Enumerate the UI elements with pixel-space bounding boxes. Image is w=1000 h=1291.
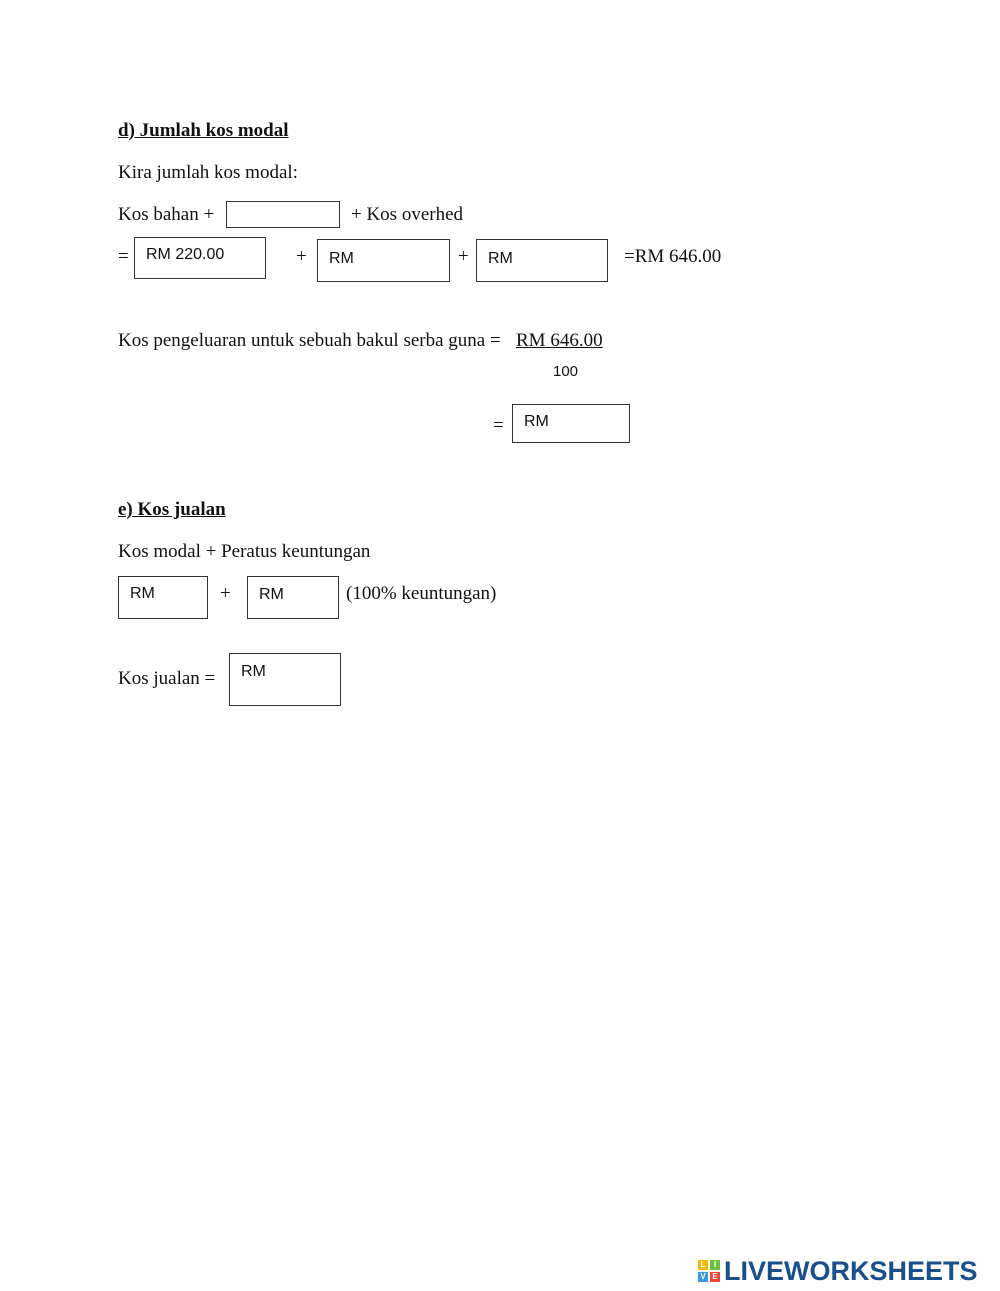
- unit-cost-answer-value: RM: [524, 413, 549, 430]
- logo-letter-i: I: [710, 1260, 720, 1270]
- unit-cost-label: Kos pengeluaran untuk sebuah bakul serba guna =: [118, 330, 501, 351]
- logo-text: LIVEWORKSHEETS: [724, 1255, 978, 1286]
- plus-sign: +: [296, 246, 307, 267]
- section-e-formula: Kos modal + Peratus keuntungan: [118, 541, 371, 562]
- logo-mark-icon: [698, 1260, 720, 1282]
- profit-input[interactable]: [247, 576, 339, 619]
- capital-cost-input[interactable]: [118, 576, 208, 619]
- sale-cost-value: RM: [241, 663, 266, 680]
- equals-sign: =: [118, 246, 129, 267]
- unit-cost-answer-input[interactable]: [512, 404, 630, 443]
- capital-cost-value: RM: [130, 585, 155, 602]
- logo-letter-v: V: [698, 1272, 708, 1282]
- material-cost-value: RM 220.00: [146, 246, 225, 263]
- overhead-cost-input[interactable]: [476, 239, 608, 282]
- sale-cost-label: Kos jualan =: [118, 668, 216, 689]
- total-cost-text: =RM 646.00: [624, 246, 722, 267]
- labor-cost-input[interactable]: [317, 239, 450, 282]
- unit-cost-numerator: RM 646.00: [516, 330, 603, 351]
- profit-note: (100% keuntungan): [346, 583, 497, 604]
- sale-cost-input[interactable]: [229, 653, 341, 706]
- section-e-heading: e) Kos jualan: [118, 499, 226, 520]
- formula-blank-input[interactable]: [226, 201, 340, 228]
- formula-end-text: + Kos overhed: [351, 204, 464, 225]
- section-d-instruction: Kira jumlah kos modal:: [118, 162, 298, 183]
- profit-value: RM: [259, 586, 284, 603]
- plus-sign: +: [458, 246, 469, 267]
- labor-cost-value: RM: [329, 250, 354, 267]
- logo-letter-e: E: [710, 1272, 720, 1282]
- formula-start-text: Kos bahan +: [118, 204, 215, 225]
- liveworksheets-logo: [698, 1257, 978, 1285]
- section-d-heading: d) Jumlah kos modal: [118, 120, 289, 141]
- material-cost-box[interactable]: [134, 237, 266, 279]
- unit-cost-denominator: 100: [553, 363, 579, 380]
- equals-sign: =: [493, 415, 504, 436]
- logo-letter-l: L: [698, 1260, 708, 1270]
- plus-sign: +: [220, 583, 231, 604]
- overhead-cost-value: RM: [488, 250, 513, 267]
